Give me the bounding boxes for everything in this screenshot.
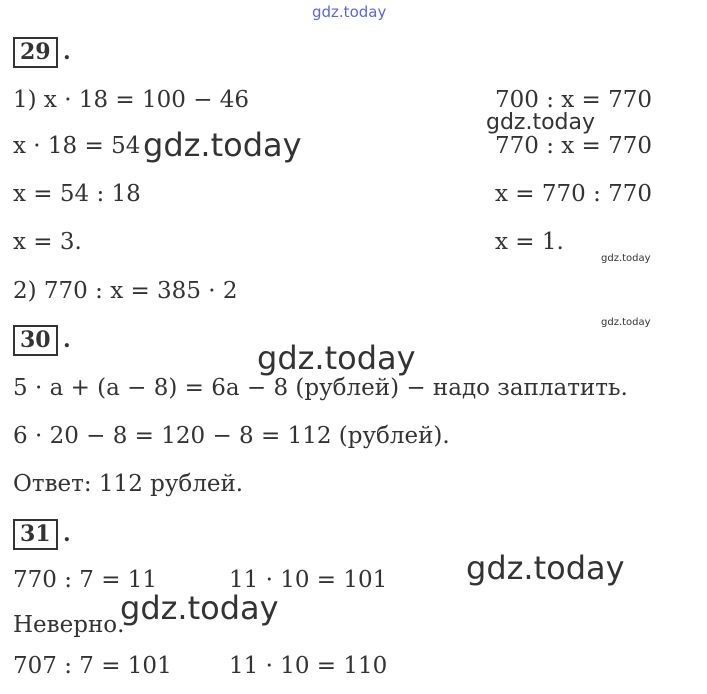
watermark-top: gdz.today <box>312 3 387 21</box>
equation-line: 770 : x = 770 <box>495 133 653 159</box>
equation-line: x = 54 : 18 <box>13 181 141 207</box>
problem-number: 30 <box>13 325 58 356</box>
problem-number-dot: . <box>63 39 71 65</box>
equation-line: x = 1. <box>495 229 564 255</box>
equation-line: 11 · 10 = 101 <box>229 567 388 593</box>
text-line: 6 · 20 − 8 = 120 − 8 = 112 (рублей). <box>13 423 450 449</box>
watermark-large: gdz.today <box>120 589 279 627</box>
problem-number-dot: . <box>63 521 71 547</box>
equation-line: 11 · 10 = 110 <box>229 653 388 679</box>
equation-line: 770 : 7 = 11 <box>13 567 158 593</box>
watermark-medium: gdz.today <box>486 110 596 135</box>
watermark-small: gdz.today <box>601 317 651 328</box>
equation-line: x = 770 : 770 <box>495 181 653 207</box>
equation-line: 700 : x = 770 <box>495 87 653 113</box>
equation-line: x · 18 = 54 <box>13 133 141 159</box>
problem-number: 31 <box>13 519 58 550</box>
watermark-large: gdz.today <box>257 339 416 377</box>
equation-line: 1) x · 18 = 100 − 46 <box>13 87 250 113</box>
problem-number: 29 <box>13 37 58 68</box>
answer-line: Ответ: 112 рублей. <box>13 471 244 497</box>
watermark-small: gdz.today <box>601 253 651 264</box>
watermark-large: gdz.today <box>143 126 302 164</box>
text-line: 5 · a + (a − 8) = 6a − 8 (рублей) − надо заплатить. <box>13 375 628 401</box>
equation-line: x = 3. <box>13 229 82 255</box>
text-line: Неверно. <box>13 612 125 638</box>
equation-line: 707 : 7 = 101 <box>13 653 172 679</box>
equation-line: 2) 770 : x = 385 · 2 <box>13 278 238 304</box>
watermark-large: gdz.today <box>466 549 625 587</box>
problem-number-dot: . <box>63 327 71 353</box>
